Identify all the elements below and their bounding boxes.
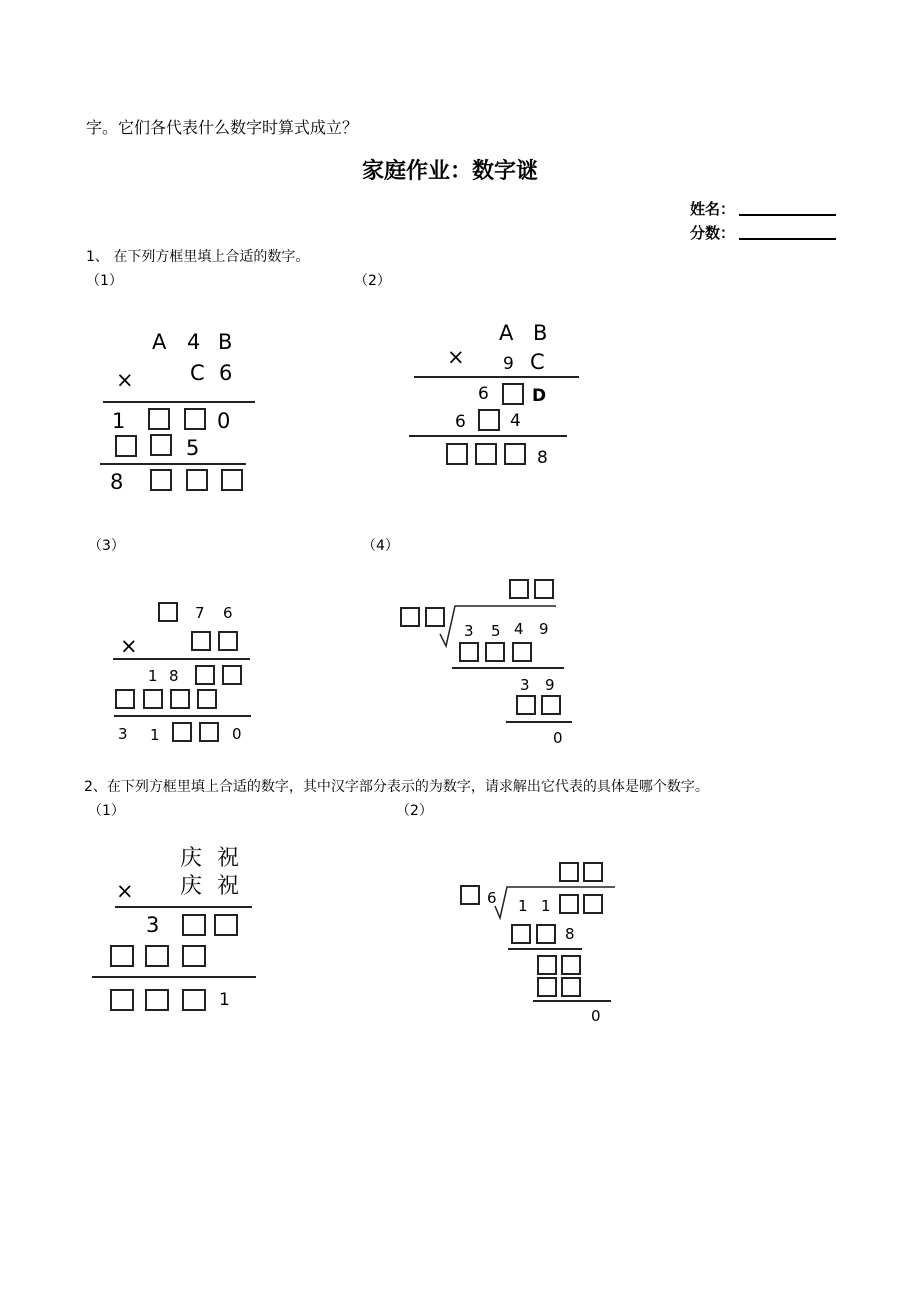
p2-r5-digit-8: 8 xyxy=(537,448,548,468)
q2-p1-label: （1） xyxy=(88,803,125,819)
q1-p3-label: （3） xyxy=(88,538,125,554)
q2p2-dividend-box-1[interactable] xyxy=(559,894,579,914)
p3-r3-digit-8: 8 xyxy=(169,667,179,685)
p4-dividend-5: 5 xyxy=(491,622,501,640)
q2p2-dividend-1a: 1 xyxy=(518,897,528,915)
q2p2-dividend-box-2[interactable] xyxy=(583,894,603,914)
q2p2-dividend-1b: 1 xyxy=(541,897,551,915)
page-title: 家庭作业：数字谜 xyxy=(362,159,539,184)
p2-letter-b: B xyxy=(533,321,548,345)
p1-times-sign: × xyxy=(116,368,134,392)
q2-p2-label: （2） xyxy=(396,803,433,819)
p3-r5-digit-3: 3 xyxy=(118,725,128,743)
p1-r3-digit-0: 0 xyxy=(217,409,231,433)
p2-letter-a: A xyxy=(499,321,514,345)
q2p2-r3-box-1[interactable] xyxy=(511,924,531,944)
p2-letter-c: C xyxy=(530,350,545,374)
q2p2-r4-box-2[interactable] xyxy=(561,955,581,975)
q2p1-r2-char-1: 庆 xyxy=(180,874,203,899)
q2p2-line-1 xyxy=(508,948,582,950)
p3-times-sign: × xyxy=(120,634,138,658)
p4-rem-3: 3 xyxy=(520,676,530,694)
p2-r4-digit-4: 4 xyxy=(510,411,521,431)
p1-digit-4: 4 xyxy=(187,330,201,354)
q2p1-r1-char-1: 庆 xyxy=(180,846,203,871)
q2p2-r3-digit-8: 8 xyxy=(565,925,575,943)
p2-digit-9: 9 xyxy=(503,354,514,374)
q2p1-r2-char-2: 祝 xyxy=(217,874,240,899)
q1-prompt: 1、 在下列方框里填上合适的数字。 xyxy=(86,249,310,265)
p1-letter-b: B xyxy=(218,330,233,354)
p3-digit-6: 6 xyxy=(223,604,233,622)
q2-prompt: 2、在下列方框里填上合适的数字，其中汉字部分表示的为数字，请求解出它代表的具体是哪个数字。 xyxy=(84,779,709,795)
q2p1-r5-digit-1: 1 xyxy=(219,990,230,1010)
q2p2-r5-box-1[interactable] xyxy=(537,977,557,997)
p3-r5-digit-0: 0 xyxy=(232,725,242,743)
p1-r3-digit-1: 1 xyxy=(112,409,126,433)
p4-rem-9: 9 xyxy=(545,676,555,694)
p4-rem-final: 0 xyxy=(553,729,563,747)
p4-dividend-4: 4 xyxy=(514,620,524,638)
p3-digit-7: 7 xyxy=(195,604,205,622)
name-label: 姓名： xyxy=(690,200,736,218)
top-line-text: 字。它们各代表什么数字时算式成立？ xyxy=(86,118,359,137)
p2-r3-digit-6: 6 xyxy=(478,384,489,404)
q2p1-r3-digit-3: 3 xyxy=(146,913,160,937)
p4-dividend-9: 9 xyxy=(539,620,549,638)
p3-r5-digit-1: 1 xyxy=(150,726,160,744)
q2p2-rem-final: 0 xyxy=(591,1007,601,1025)
q2p2-r3-box-2[interactable] xyxy=(536,924,556,944)
q1-p4-label: （4） xyxy=(362,538,399,554)
q2p1-times-sign: × xyxy=(116,879,134,903)
p1-letter-a: A xyxy=(152,330,167,354)
p1-r4-digit-5: 5 xyxy=(186,436,200,460)
p2-r4-digit-6: 6 xyxy=(455,412,466,432)
p3-r3-digit-1: 1 xyxy=(148,667,158,685)
q1-p2-label: （2） xyxy=(354,273,391,289)
score-label: 分数： xyxy=(690,224,736,242)
q1-p1-label: （1） xyxy=(86,273,123,289)
p1-letter-c: C xyxy=(190,361,205,385)
p2-letter-d: D xyxy=(532,386,547,406)
q2p2-line-2 xyxy=(533,1000,611,1002)
p1-digit-6: 6 xyxy=(219,361,233,385)
p2-times-sign: × xyxy=(447,345,465,369)
p4-dividend-3: 3 xyxy=(464,622,474,640)
q2p2-r4-box-1[interactable] xyxy=(537,955,557,975)
q2p2-divisor-digit-6: 6 xyxy=(487,889,497,907)
q2p1-r1-char-2: 祝 xyxy=(217,846,240,871)
p1-r5-digit-8: 8 xyxy=(110,470,124,494)
q2p2-r5-box-2[interactable] xyxy=(561,977,581,997)
